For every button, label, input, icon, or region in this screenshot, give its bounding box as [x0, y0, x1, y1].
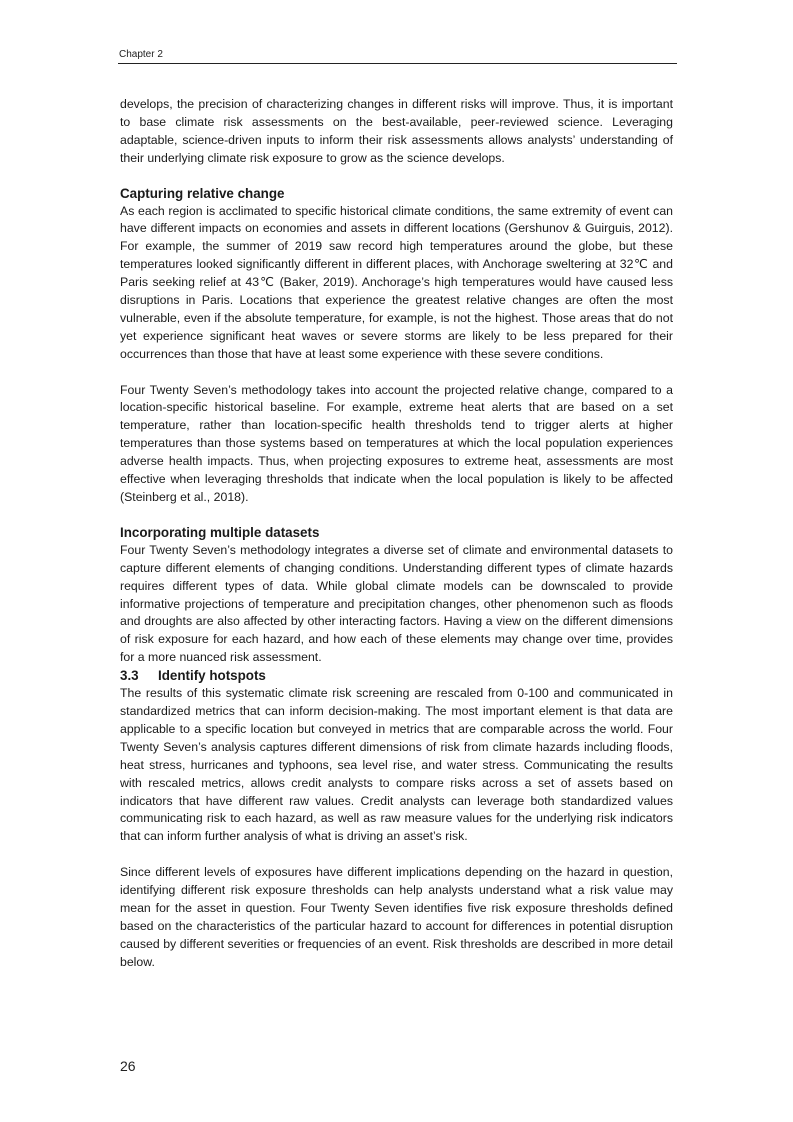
subheading-capturing-relative-change: Capturing relative change [120, 185, 285, 201]
paragraph-relative-change-2: Four Twenty Seven’s methodology takes into account the projected relative change, compared to a location-specific historical baseline. For example, extreme heat alerts that are based on a set temperature, rather than location-specific health thresholds tend to trigger alerts at higher temperatures than those systems based on temperatures at which the local population experiences adverse health impacts. Thus, when projecting exposures to extreme heat, assessments are most effective when leveraging thresholds that indicate when the local population is likely to be affected (Steinberg et al., 2018). [120, 382, 673, 505]
section-number: 3.3 [120, 668, 139, 684]
running-header: Chapter 2 [119, 49, 163, 60]
subheading-incorporating-datasets: Incorporating multiple datasets [120, 524, 320, 540]
page-body [120, 96, 673, 972]
paragraph-hotspots-1: The results of this systematic climate risk screening are rescaled from 0-100 and communicated in standardized metrics that can inform decision-making. The most important element is that data are applicable to a specific location but conveyed in metrics that are comparable across the world. Four Twenty Seven’s analysis captures different dimensions of risk from climate hazards including floods, heat stress, hurricanes and typhoons, sea level rise, and water stress. Communicating the results with rescaled metrics, allows credit analysts to compare risks across a set of assets based on indicators that have different raw values. Credit analysts can leverage both standardized values communicating risk to each hazard, as well as raw measure values for the underlying risk indicators that can inform further analysis of what is driving an asset’s risk. [120, 686, 673, 844]
paragraph-datasets: Four Twenty Seven’s methodology integrates a diverse set of climate and environmental datasets to capture different elements of changing conditions. Understanding different types of climate hazards requires different types of data. While global climate models can be downscaled to provide informative projections of temperature and precipitation changes, other phenomenon such as floods and droughts are also affected by other interacting factors. Having a view on the different dimensions of risk exposure for each hazard, and how each of these elements may change over time, provides for a more nuanced risk assessment. [120, 542, 673, 665]
section-heading-identify-hotspots [120, 667, 673, 685]
paragraph-relative-change-1: As each region is acclimated to specific historical climate conditions, the same extremity of event can have different impacts on economies and assets in different locations (Gershunov & Guirguis, 2012). For example, the summer of 2019 saw record high temperatures around the globe, but these temperatures looked significantly different in different places, with Anchorage sweltering at 32℃ and Paris seeking relief at 43℃ (Baker, 2019). Anchorage’s high temperatures would have caused less disruptions in Paris. Locations that experience the greatest relative changes are often the most vulnerable, even if the absolute temperature, for example, is not the highest. Those areas that do not yet experience significant heat waves or severe storms are likely to be less prepared for their occurrences than those that have at least some experience with these severe conditions. [120, 203, 673, 361]
header-divider [118, 63, 677, 64]
paragraph-intro: develops, the precision of characterizing changes in different risks will improve. Thus, it is important to base climate risk assessments on the best-available, peer-reviewed science. Leveraging adaptable, science-driven inputs to inform their risk assessments allows analysts’ understanding of their underlying climate risk exposure to grow as the science develops. [120, 97, 673, 165]
section-title: Identify hotspots [158, 668, 266, 684]
page-number: 26 [120, 1058, 136, 1074]
paragraph-hotspots-2: Since different levels of exposures have different implications depending on the hazard in question, identifying different risk exposure thresholds can help analysts understand what a risk value may mean for the asset in question. Four Twenty Seven identifies five risk exposure thresholds defined based on the characteristics of the particular hazard to account for differences in potential disruption caused by different severities or frequencies of an event. Risk thresholds are described in more detail below. [120, 865, 673, 969]
